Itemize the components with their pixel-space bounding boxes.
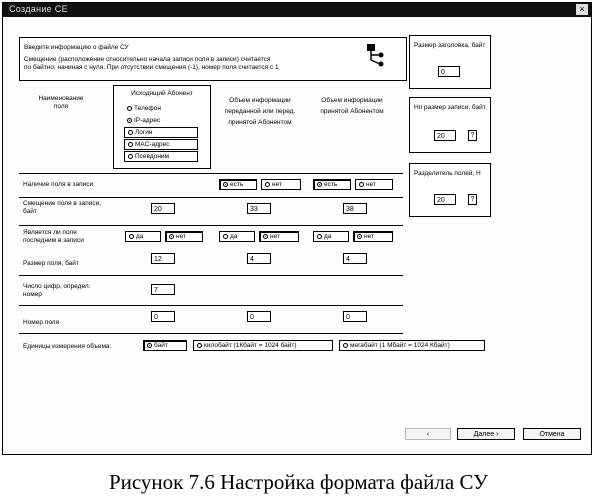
intro-box (19, 37, 407, 81)
max-size-label: Нп размер записи, байт (414, 104, 486, 111)
presence-col2-yes[interactable] (219, 179, 257, 190)
divider (19, 173, 403, 174)
radio-byte[interactable] (147, 343, 152, 348)
radio-ip[interactable] (127, 118, 132, 123)
option-alias[interactable] (124, 151, 198, 162)
field-no-col2-input[interactable]: 0 (247, 311, 271, 322)
radio-kilobyte[interactable] (197, 343, 202, 348)
radio-megabyte[interactable] (343, 343, 348, 348)
unit-megabyte-label: мегабайт (1 Мбайт = 1024 Кбайт) (350, 341, 450, 349)
field-no-col3-input[interactable]: 0 (343, 311, 367, 322)
presence-label: Наличие поля в записи (23, 181, 94, 188)
unit-kilobyte-label: килобайт (1Кбайт = 1024 байт) (204, 341, 297, 349)
option-login[interactable] (124, 127, 198, 138)
header-size-label: Размер заголовка, байт (414, 42, 486, 49)
digits-label: Число цифр, определ. номер (23, 283, 91, 298)
net-label: нет (364, 232, 374, 240)
size-col2-input[interactable]: 4 (247, 253, 271, 264)
option-login-label: Логин (135, 128, 153, 136)
divider (19, 225, 403, 226)
divider (19, 197, 403, 198)
option-ip[interactable] (124, 115, 198, 126)
offset-col2-input[interactable]: 33 (247, 203, 271, 214)
radio-net[interactable] (357, 234, 362, 239)
offset-col3-input[interactable]: 38 (343, 203, 367, 214)
subscriber-title: Исходящий Абонент (131, 90, 193, 97)
last-col1-net[interactable] (165, 231, 203, 242)
presence-col2-no[interactable] (261, 179, 301, 190)
divider (19, 305, 403, 306)
no-label: нет (272, 180, 282, 188)
last-col3-da[interactable] (313, 231, 349, 242)
offset-col1-input[interactable]: 20 (151, 203, 175, 214)
header-size-input[interactable]: 0 (438, 66, 460, 77)
divider (19, 275, 403, 276)
unit-byte-label: байт (154, 341, 168, 349)
divider (19, 333, 403, 334)
back-button[interactable]: ‹ (405, 428, 451, 440)
radio-no[interactable] (359, 182, 364, 187)
title-bar (3, 3, 591, 17)
figure-caption: Рисунок 7.6 Настройка формата файла СУ (108, 470, 489, 494)
separator-help-button[interactable]: ? (468, 194, 477, 205)
max-size-panel (409, 97, 491, 153)
close-icon[interactable]: × (576, 4, 588, 15)
separator-label: Разделитель полей, Н (414, 170, 481, 177)
intro-heading: Введите информацию о файле СУ (24, 44, 129, 51)
no-label: нет (366, 180, 376, 188)
size-col1-input[interactable]: 12 (151, 253, 175, 264)
is-last-label: Является ли поле последним в записи (23, 229, 84, 244)
intro-line-1: Смещение (расположение относительно начала записи поля в записи) считается (24, 56, 271, 63)
radio-net[interactable] (263, 234, 268, 239)
separator-input[interactable]: 20 (434, 194, 456, 205)
radio-net[interactable] (169, 234, 174, 239)
radio-phone[interactable] (127, 106, 132, 111)
radio-yes[interactable] (317, 182, 322, 187)
presence-col3-no[interactable] (355, 179, 393, 190)
radio-no[interactable] (265, 182, 270, 187)
radio-yes[interactable] (223, 182, 228, 187)
yes-label: есть (230, 180, 244, 188)
da-label: да (324, 232, 332, 240)
window-title: Создание СЕ (9, 4, 68, 14)
net-label: нет (270, 232, 280, 240)
presence-col3-yes[interactable] (313, 179, 351, 190)
subscriber-group (113, 85, 211, 169)
option-mac[interactable] (124, 139, 198, 150)
option-phone[interactable] (124, 103, 198, 114)
last-col2-da[interactable] (219, 231, 255, 242)
last-col3-net[interactable] (353, 231, 393, 242)
header-size-panel (409, 35, 491, 89)
yes-label: есть (324, 180, 338, 188)
field-no-col1-input[interactable]: 0 (151, 311, 175, 322)
unit-kilobyte-option[interactable] (193, 340, 333, 351)
offset-label: Смещение поля в записи, байт (23, 200, 102, 215)
da-label: да (136, 232, 144, 240)
option-ip-label: IP-адрес (134, 116, 161, 124)
radio-mac[interactable] (128, 142, 133, 147)
field-no-label: Номер поля (23, 319, 60, 326)
next-button[interactable]: Далее › (457, 428, 515, 440)
option-alias-label: Псевдоним (135, 152, 170, 160)
last-col1-da[interactable] (125, 231, 161, 242)
header-field-name: Наименование поля (38, 95, 84, 110)
max-size-input[interactable]: 20 (434, 130, 456, 141)
unit-byte-option[interactable] (143, 340, 187, 351)
header-col2: Объем информации переданной или перед. принятой Абонентом (224, 97, 296, 126)
separator-panel (409, 163, 491, 217)
unit-megabyte-option[interactable] (339, 340, 485, 351)
radio-da[interactable] (223, 234, 228, 239)
max-size-help-button[interactable]: ? (468, 130, 477, 141)
option-mac-label: MAC-адрес (135, 140, 170, 148)
intro-line-2: по байтно, начиная с нуля. При отсутствии смещения (-1), номер поля считается с 1 (24, 64, 279, 71)
radio-login[interactable] (128, 130, 133, 135)
dialog-window (2, 2, 592, 455)
units-label: Единицы измерения объема: (23, 343, 112, 350)
net-label: нет (176, 232, 186, 240)
cancel-button[interactable]: Отмена (523, 428, 581, 440)
header-col3: Объем информации принятой Абонентом (320, 97, 384, 115)
size-col3-input[interactable]: 4 (343, 253, 367, 264)
network-tree-icon (364, 42, 386, 68)
last-col2-net[interactable] (259, 231, 299, 242)
size-label: Размер поля, байт (23, 260, 79, 267)
digits-input[interactable]: 7 (151, 284, 175, 295)
option-phone-label: Телефон (134, 104, 161, 112)
da-label: да (230, 232, 238, 240)
radio-alias[interactable] (128, 154, 133, 159)
radio-da[interactable] (317, 234, 322, 239)
radio-da[interactable] (129, 234, 134, 239)
